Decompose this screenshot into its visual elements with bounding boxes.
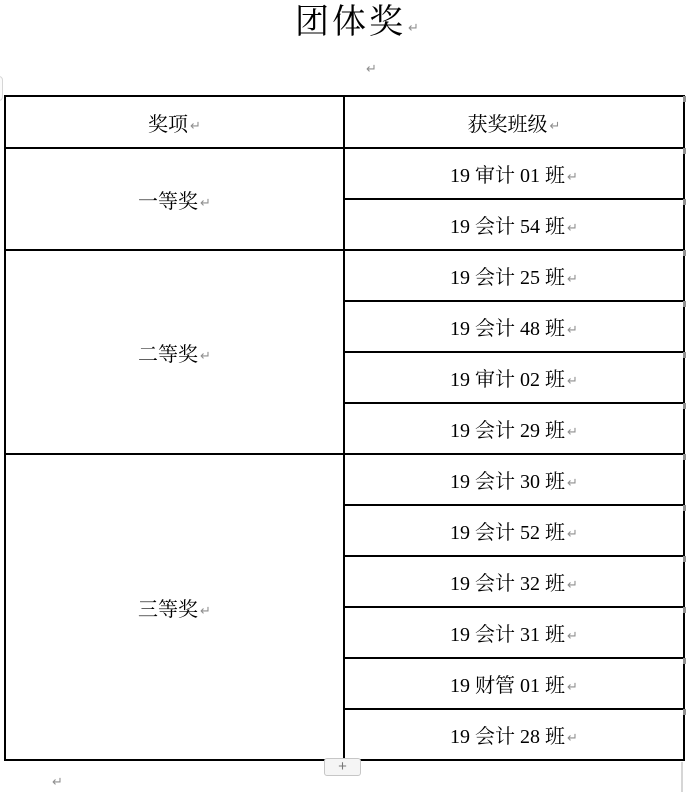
class-label: 19 会计 28 班 xyxy=(450,726,566,748)
page-title[interactable] xyxy=(0,0,686,50)
class-label: 19 会计 31 班 xyxy=(450,624,566,646)
class-label: 19 会计 52 班 xyxy=(450,522,566,544)
award-cell-third-prize[interactable] xyxy=(5,454,344,760)
award-label: 三等奖 xyxy=(138,598,199,621)
paragraph-mark-icon: ↵ xyxy=(567,169,578,184)
table-row xyxy=(5,148,684,199)
paragraph-mark-icon: ↵ xyxy=(567,628,578,643)
paragraph-mark-icon: ↵ xyxy=(567,475,578,490)
class-cell[interactable] xyxy=(344,556,684,607)
paragraph-mark-icon: ↵ xyxy=(366,61,377,76)
paragraph-mark-icon: ↵ xyxy=(200,194,211,210)
class-cell[interactable] xyxy=(344,607,684,658)
paragraph-mark-icon: ↵ xyxy=(567,679,578,694)
class-label: 19 审计 02 班 xyxy=(450,369,566,391)
class-label: 19 会计 54 班 xyxy=(450,216,566,238)
class-label: 19 会计 48 班 xyxy=(450,318,566,340)
paragraph-mark-icon: ↵ xyxy=(200,602,211,618)
paragraph-mark-icon: ↵ xyxy=(567,526,578,541)
class-cell[interactable] xyxy=(344,250,684,301)
paragraph-mark-icon: ↵ xyxy=(549,117,561,133)
class-label: 19 会计 25 班 xyxy=(450,267,566,289)
insert-row-button[interactable] xyxy=(324,758,361,776)
insert-column-button-clipped[interactable] xyxy=(0,76,3,101)
paragraph-mark-icon: ↵ xyxy=(567,730,578,745)
paragraph-mark-icon: ↵ xyxy=(200,347,211,363)
plus-icon: + xyxy=(338,758,347,775)
paragraph-mark-icon: ↵ xyxy=(567,271,578,286)
paragraph-mark-icon: ↵ xyxy=(567,322,578,337)
paragraph-mark-icon: ↵ xyxy=(567,577,578,592)
class-label: 19 审计 01 班 xyxy=(450,165,566,187)
header-label: 获奖班级 xyxy=(467,113,548,136)
class-cell[interactable] xyxy=(344,505,684,556)
page-title-text: 团体奖 xyxy=(295,3,407,41)
class-cell[interactable] xyxy=(344,709,684,760)
class-label: 19 会计 32 班 xyxy=(450,573,566,595)
awards-table xyxy=(4,95,685,761)
class-cell[interactable] xyxy=(344,352,684,403)
class-cell[interactable] xyxy=(344,658,684,709)
table-edge-guide xyxy=(681,762,683,792)
class-label: 19 会计 30 班 xyxy=(450,471,566,493)
header-cell-class[interactable] xyxy=(344,96,684,148)
award-cell-first-prize[interactable] xyxy=(5,148,344,250)
paragraph-mark-icon: ↵ xyxy=(190,117,201,133)
class-cell[interactable] xyxy=(344,301,684,352)
class-cell[interactable] xyxy=(344,454,684,505)
class-label: 19 财管 01 班 xyxy=(450,675,566,697)
table-row xyxy=(5,250,684,301)
award-cell-second-prize[interactable] xyxy=(5,250,344,454)
header-cell-award[interactable] xyxy=(5,96,344,148)
paragraph-mark-icon: ↵ xyxy=(567,373,578,388)
class-cell[interactable] xyxy=(344,199,684,250)
paragraph-mark-icon: ↵ xyxy=(52,774,63,789)
paragraph-mark-icon: ↵ xyxy=(567,424,578,439)
award-label: 一等奖 xyxy=(138,190,199,213)
class-cell[interactable] xyxy=(344,403,684,454)
paragraph-mark-icon: ↵ xyxy=(567,220,578,235)
table-header-row xyxy=(5,96,684,148)
header-label: 奖项 xyxy=(148,113,189,136)
table-row xyxy=(5,454,684,505)
award-label: 二等奖 xyxy=(138,343,199,366)
paragraph-mark-icon: ↵ xyxy=(408,20,419,35)
class-label: 19 会计 29 班 xyxy=(450,420,566,442)
class-cell[interactable] xyxy=(344,148,684,199)
